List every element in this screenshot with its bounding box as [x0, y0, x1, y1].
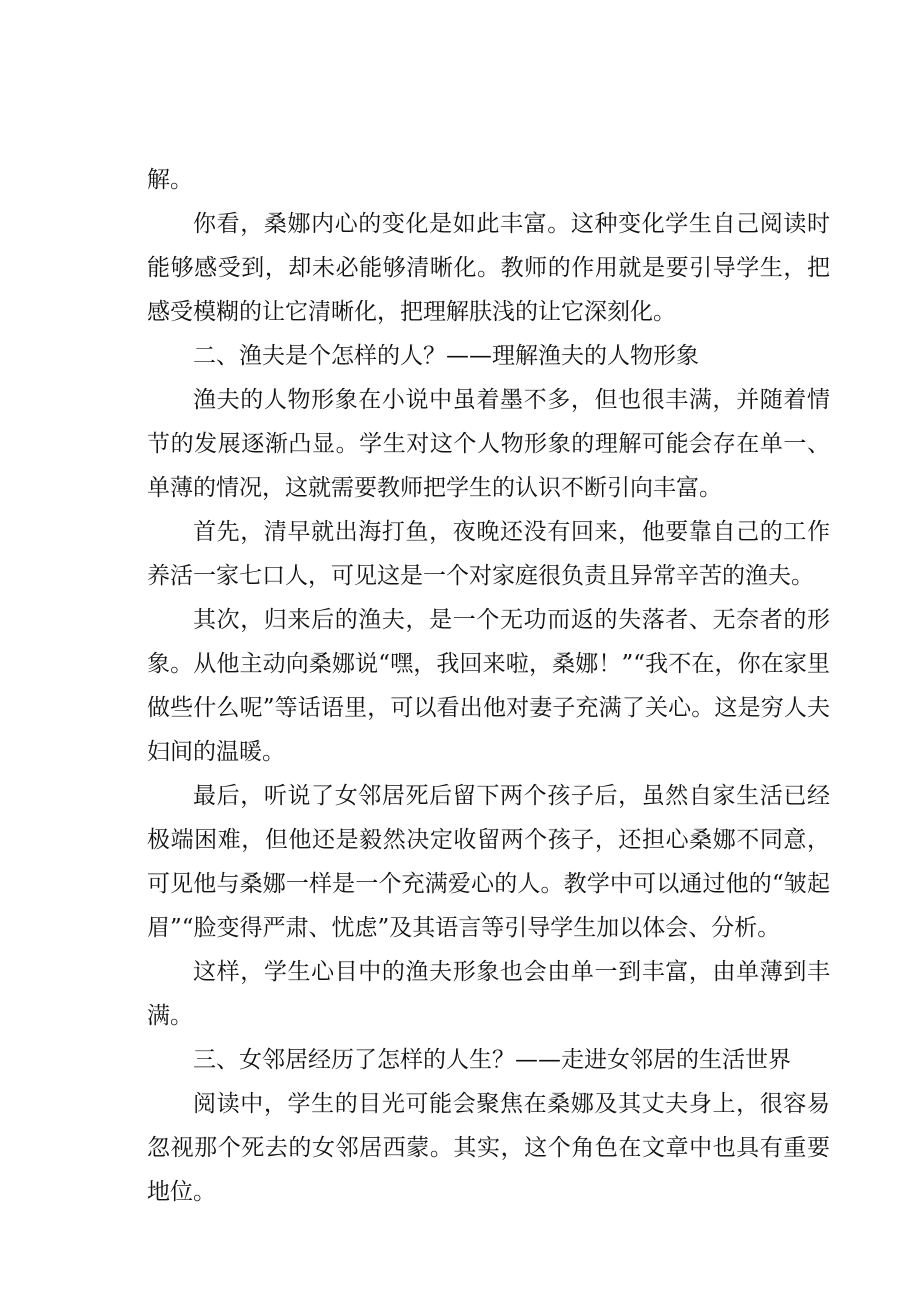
paragraph-second: 其次，归来后的渔夫，是一个无功而返的失落者、无奈者的形象。从他主动向桑娜说“嘿，我回来啦，桑娜！”“我不在，你在家里做些什么呢”等话语里，可以看出他对妻子充满了关心。这是穷人夫妇间的温暖。: [147, 607, 830, 765]
paragraph-fisherman-intro: 渔夫的人物形象在小说中虽着墨不多，但也很丰满，并随着情节的发展逐渐凸显。学生对这个人物形象的理解可能会存在单一、单薄的情况，这就需要教师把学生的认识不断引向丰富。: [147, 387, 830, 501]
paragraph-sangna-summary: 你看，桑娜内心的变化是如此丰富。这种变化学生自己阅读时能够感受到，却未必能够清晰化。教师的作用就是要引导学生，把感受模糊的让它清晰化，把理解肤浅的让它深刻化。: [147, 211, 830, 325]
paragraph-last: 最后，听说了女邻居死后留下两个孩子后，虽然自家生活已经极端困难，但他还是毅然决定收留两个孩子，还担心桑娜不同意，可见他与桑娜一样是一个充满爱心的人。教学中可以通过他的“皱起眉”“脸变得严肃、忧虑”及其语言等引导学生加以体会、分析。: [147, 783, 830, 941]
paragraph-continuation: 解。: [147, 167, 193, 193]
paragraph-first: 首先，清早就出海打鱼，夜晚还没有回来，他要靠自己的工作养活一家七口人，可见这是一个对家庭很负责且异常辛苦的渔夫。: [147, 519, 830, 589]
section-heading-neighbor: 三、女邻居经历了怎样的人生？——走进女邻居的生活世界: [193, 1047, 791, 1073]
document-body: [147, 158, 830, 1214]
paragraph-neighbor-intro: 阅读中，学生的目光可能会聚焦在桑娜及其丈夫身上，很容易忽视那个死去的女邻居西蒙。其实，这个角色在文章中也具有重要地位。: [147, 1091, 830, 1205]
section-heading-fisherman: 二、渔夫是个怎样的人？——理解渔夫的人物形象: [193, 343, 699, 369]
paragraph-conclusion: 这样，学生心目中的渔夫形象也会由单一到丰富，由单薄到丰满。: [147, 959, 830, 1029]
